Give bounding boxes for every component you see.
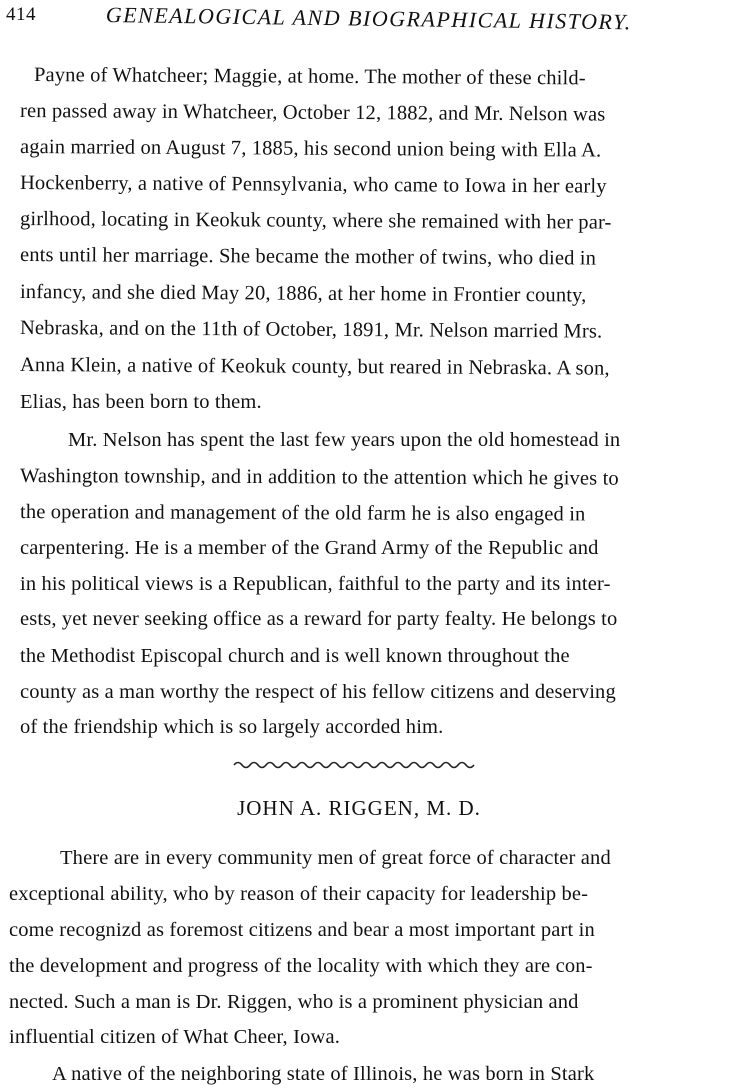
- text-line: county as a man worthy the respect of his fellow citizens and deserving: [20, 681, 616, 703]
- text-line: the development and progress of the locality with which they are con-: [9, 955, 593, 977]
- text-line: ents until her marriage. She became the mother of twins, who died in: [19, 244, 597, 270]
- text-line: in his political views is a Republican, faithful to the party and its inter-: [20, 573, 611, 595]
- text-line: exceptional ability, who by reason of their capacity for leadership be-: [9, 883, 589, 905]
- text-line: carpentering. He is a member of the Grand Army of the Republic and: [20, 537, 599, 559]
- text-line: Mr. Nelson has spent the last few years upon the old homestead in: [68, 429, 621, 451]
- text-line: Elias, has been born to them.: [20, 391, 262, 413]
- section-divider: [232, 758, 476, 772]
- text-line: Payne of Whatcheer; Maggie, at home. The mother of these child-: [33, 64, 586, 90]
- text-line: girlhood, locating in Keokuk county, where she remained with her par-: [19, 208, 612, 234]
- text-line: infancy, and she died May 20, 1886, at her home in Frontier county,: [19, 281, 587, 307]
- text-line: the operation and management of the old farm he is also engaged in: [19, 501, 586, 526]
- text-line: A native of the neighboring state of Illinois, he was born in Stark: [52, 1063, 595, 1085]
- text-line: ren passed away in Whatcheer, October 12, 1882, and Mr. Nelson was: [19, 100, 606, 126]
- text-line: Hockenberry, a native of Pennsylvania, who came to Iowa in her early: [19, 172, 607, 198]
- text-line: influential citizen of What Cheer, Iowa.: [9, 1026, 340, 1048]
- page-number: 414: [6, 4, 36, 25]
- text-line: ests, yet never seeking office as a reward for party fealty. He belongs to: [20, 608, 618, 630]
- section-title: JOHN A. RIGGEN, M. D.: [237, 796, 481, 820]
- running-head: [6, 2, 706, 35]
- text-line: Washington township, and in addition to the attention which he gives to: [19, 465, 619, 490]
- text-line: of the friendship which is so largely accorded him.: [20, 716, 444, 738]
- text-line: Nebraska, and on the 11th of October, 1891, Mr. Nelson married Mrs.: [19, 317, 603, 343]
- running-title: GENEALOGICAL AND BIOGRAPHICAL HISTORY.: [105, 2, 632, 35]
- text-line: the Methodist Episcopal church and is well known throughout the: [20, 645, 570, 667]
- text-line: There are in every community men of great force of character and: [60, 847, 611, 869]
- text-line: Anna Klein, a native of Keokuk county, but reared in Nebraska. A son,: [19, 354, 610, 380]
- text-line: again married on August 7, 1885, his second union being with Ella A.: [19, 136, 602, 162]
- text-line: come recognizd as foremost citizens and bear a most important part in: [9, 919, 595, 941]
- text-line: nected. Such a man is Dr. Riggen, who is a prominent physician and: [9, 991, 579, 1013]
